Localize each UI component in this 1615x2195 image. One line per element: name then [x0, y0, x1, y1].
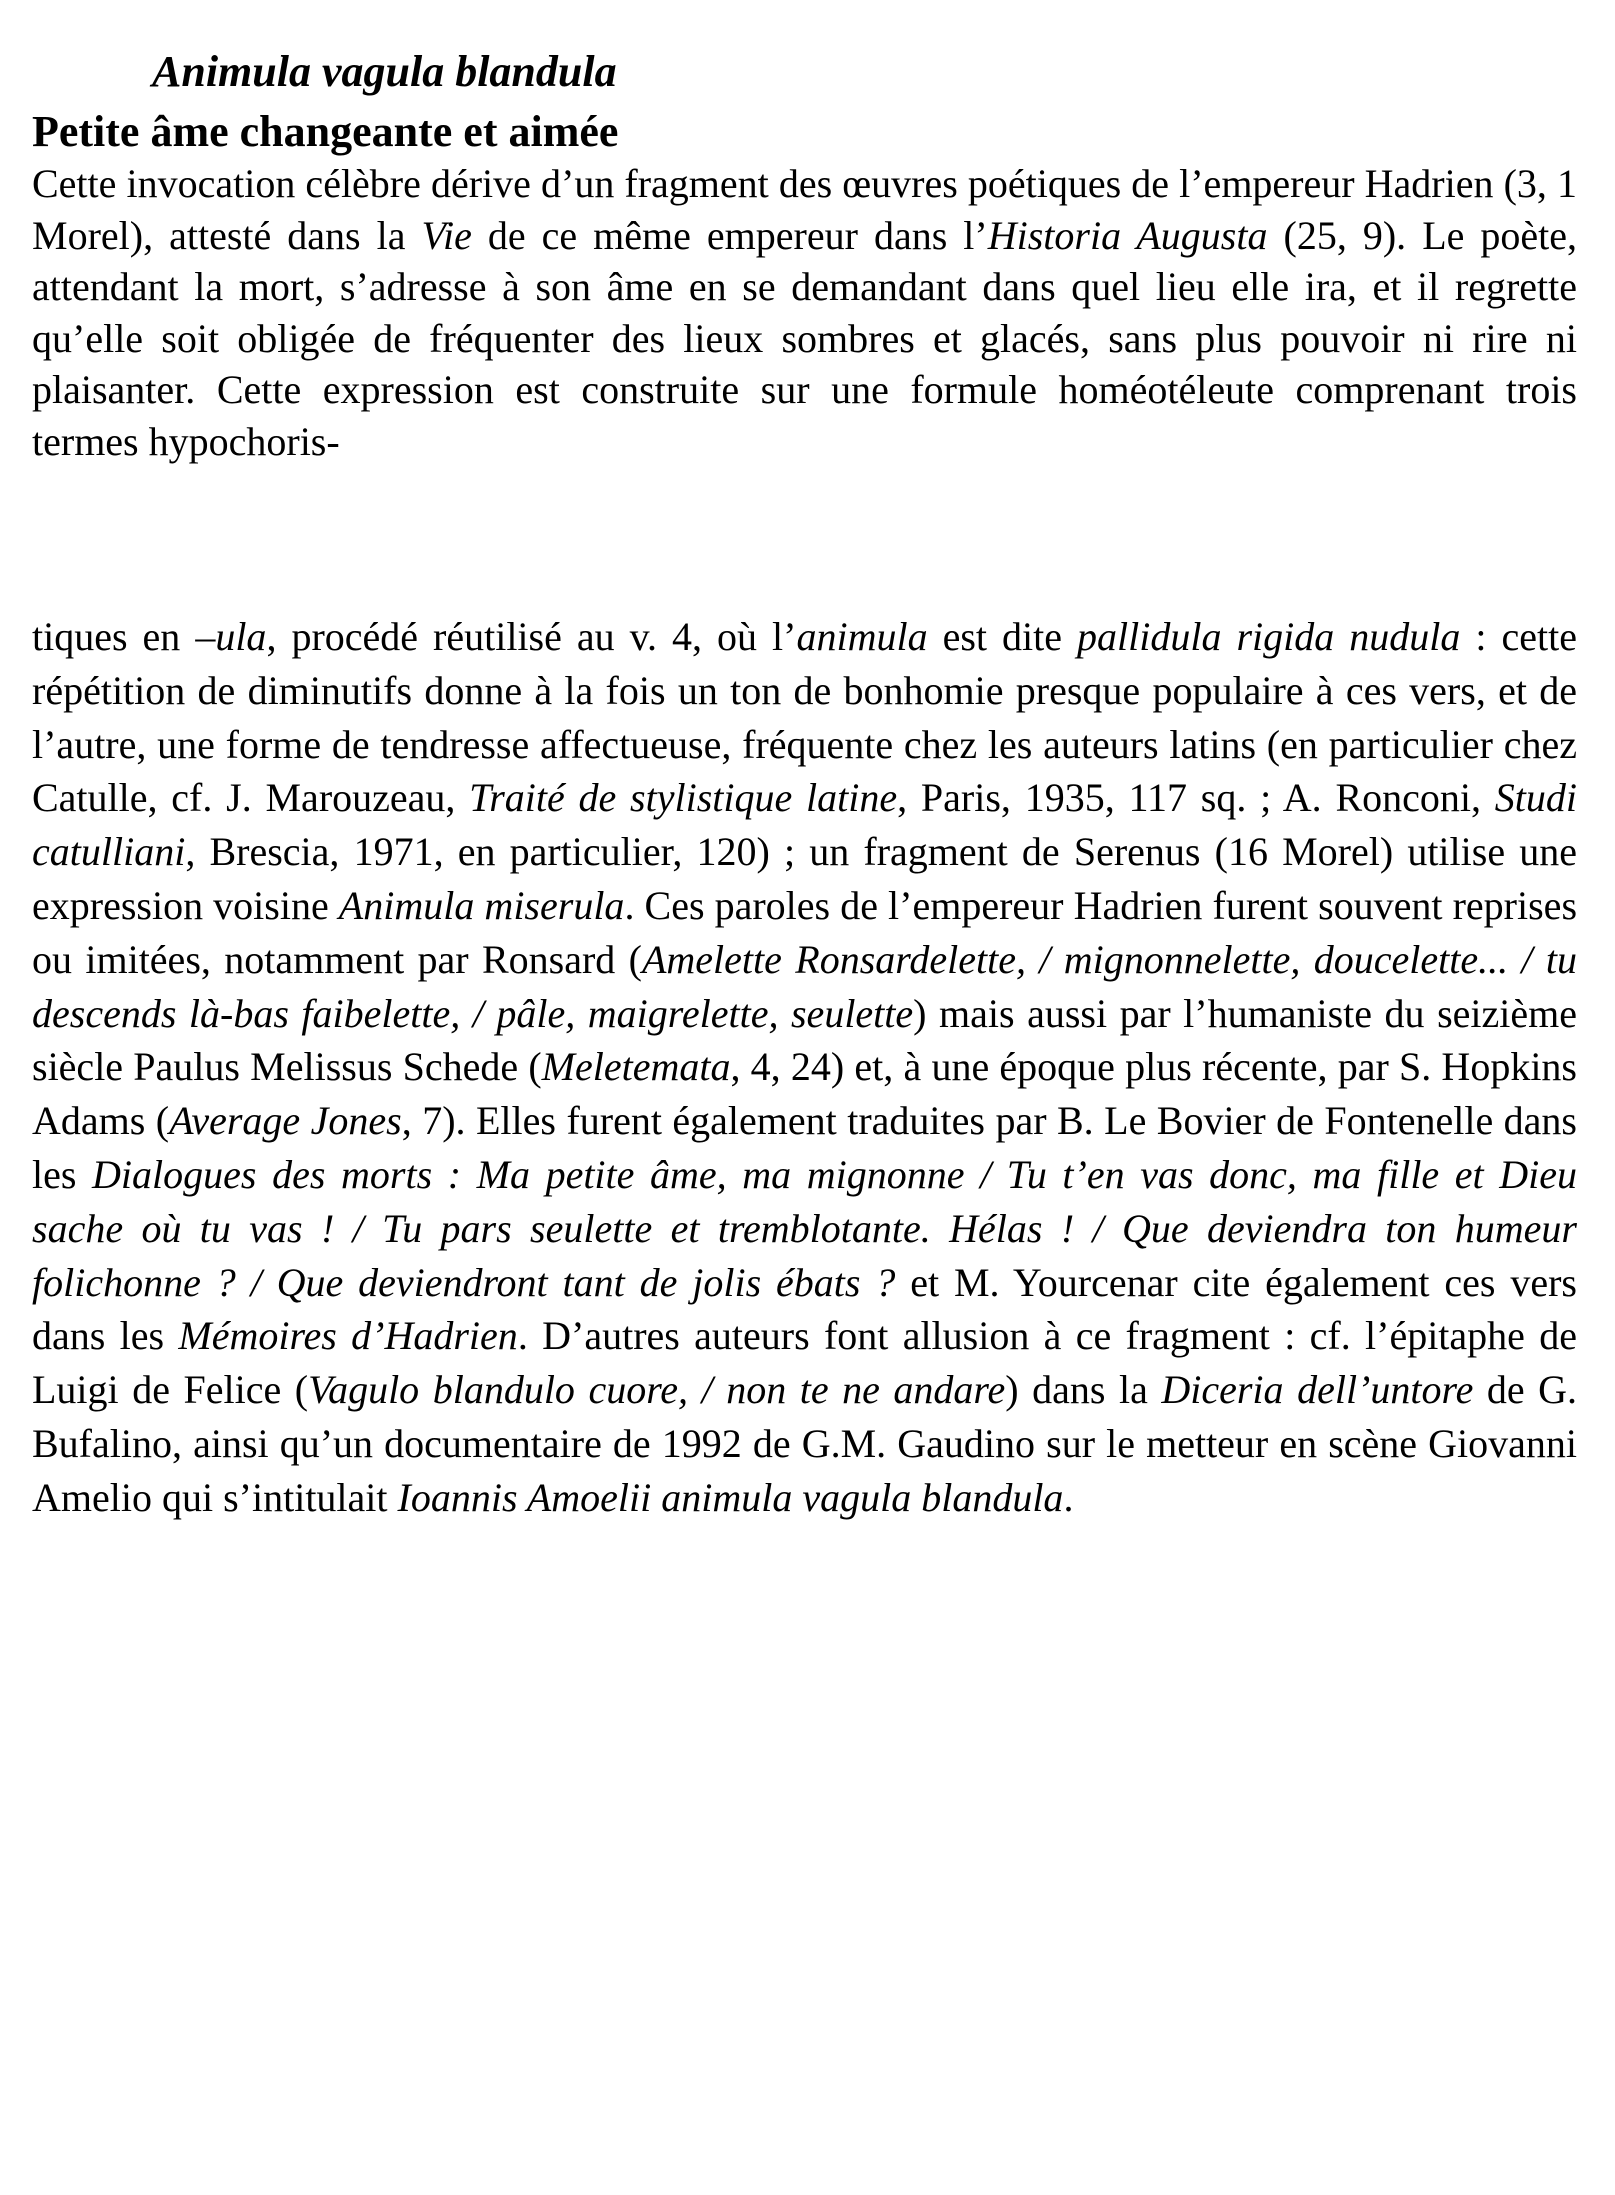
text-run: , procédé réutilisé au v. 4, où l’ — [266, 614, 797, 659]
italic-term: –ula — [195, 614, 267, 659]
text-run: de ce même empereur dans l’ — [471, 212, 988, 258]
italic-title: Vie — [421, 212, 472, 258]
italic-title: Meletemata — [541, 1044, 731, 1090]
italic-title: Diceria dell’untore — [1161, 1367, 1474, 1413]
text-run: , Brescia, 1971, en particulier, 120) ; un fragment de Serenus (16 Morel) utilise une expression voisine — [32, 829, 1577, 928]
italic-title: Ioannis Amoelii animula vagula blandula — [397, 1474, 1064, 1520]
italic-term: Animula miserula — [338, 882, 625, 928]
text-run: ) mais aussi par l’humaniste du seizième siècle Paulus Melissus Schede ( — [32, 990, 1577, 1090]
italic-title: Mémoires d’Hadrien — [178, 1313, 518, 1359]
text-run: : cette répétition de diminutifs donne à la fois un ton de bonhomie presque populaire à ces vers, et de l’autre, une forme de tendresse affectueuse, fréquente chez les auteurs latins (en particulier chez Catulle, cf. J. Marouzeau, — [32, 614, 1577, 821]
italic-title: Studi catulliani — [32, 775, 1577, 875]
text-run: . — [1063, 1474, 1074, 1520]
text-run: (25, 9). Le poète, attendant la mort, s’adresse à son âme en se demandant dans quel lieu elle ira, et il regrette qu’elle soit obligée de fréquenter des lieux sombres et glacés, sans plus pouvoir ni rire ni plaisanter. Cette expression est construite sur une formule homéotéleute comprenant trois termes hypochoris- — [32, 212, 1578, 464]
italic-quote: Dialogues des morts : Ma petite âme, ma mignonne / Tu t’en vas donc, ma fille et Dieu sache où tu vas ! / Tu pars seulette et tremblotante. Hélas ! / Que deviendra ton humeur folichonne ? / Que deviendront tant de jolis ébats ? — [32, 1151, 1577, 1305]
italic-term: animula — [796, 614, 928, 659]
italic-title: Traité de stylistique latine — [469, 775, 898, 821]
heading-french: Petite âme changeante et aimée — [32, 107, 619, 156]
italic-title: Average Jones — [169, 1098, 402, 1144]
italic-term: pallidula rigida nudula — [1077, 614, 1461, 659]
text-run: , Paris, 1935, 117 sq. ; A. Ronconi, — [897, 775, 1495, 821]
paragraph-1 — [32, 158, 1577, 468]
text-run: tiques en — [32, 614, 196, 659]
text-run: . Ces paroles de l’empereur Hadrien furent souvent reprises ou imitées, notamment par Ronsard ( — [32, 882, 1578, 982]
text-run: Cette invocation célèbre dérive d’un fragment des œuvres poétiques de l’empereur Hadrien (3, 1 Morel), attesté dans la — [32, 161, 1577, 258]
text-run: , 7). Elles furent également traduites par B. Le Bovier de Fontenelle dans les — [32, 1098, 1578, 1197]
heading-latin: Animula vagula blandula — [152, 47, 617, 96]
paragraph-2 — [32, 610, 1577, 1525]
text-run: ) dans la — [1005, 1367, 1162, 1413]
italic-quote: Amelette Ronsardelette, / mignonnelette, doucelette... / tu descends là-bas faibelette, / pâle, maigrelette, seulette — [32, 936, 1578, 1036]
text-run: , 4, 24) et, à une époque plus récente, par S. Hopkins Adams ( — [32, 1044, 1578, 1144]
italic-title: Historia Augusta — [987, 212, 1268, 258]
text-run: est dite — [927, 614, 1078, 659]
text-run: de G. Bufalino, ainsi qu’un documentaire de 1992 de G.M. Gaudino sur le metteur en scène Giovanni Amelio qui s’intitulait — [32, 1367, 1578, 1520]
italic-quote: Vagulo blandulo cuore, / non te ne andare — [308, 1367, 1006, 1413]
text-run: et M. Yourcenar cite également ces vers dans les — [32, 1259, 1577, 1359]
text-run: . D’autres auteurs font allusion à ce fragment : cf. l’épitaphe de Luigi de Felice ( — [32, 1313, 1577, 1413]
